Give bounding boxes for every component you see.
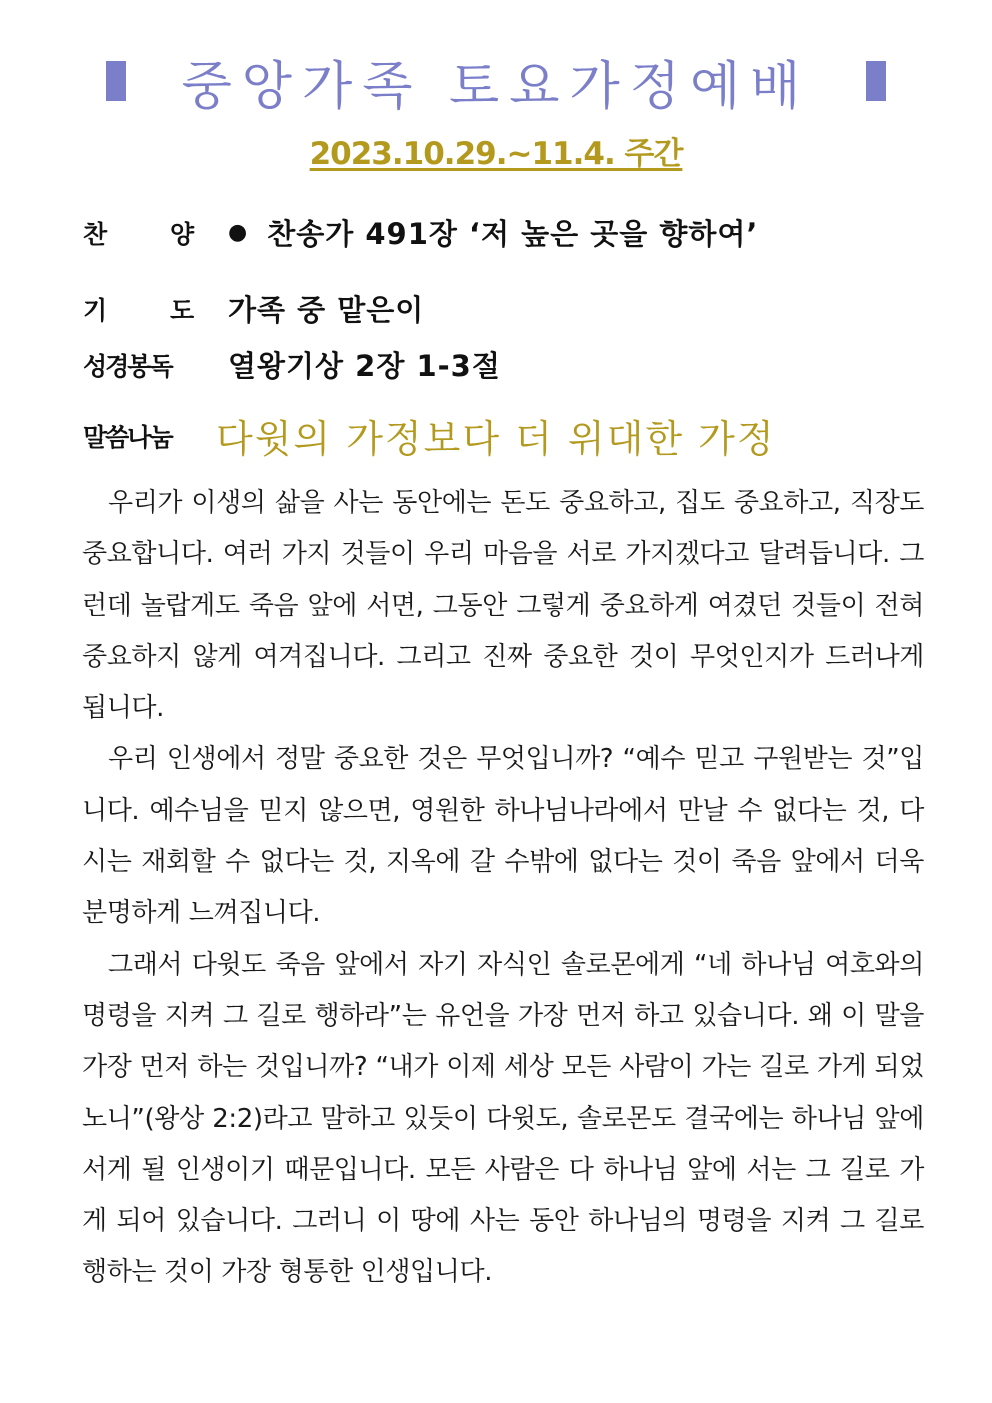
prayer-label-char-1: 기 [83,295,108,325]
body-paragraph-3: 그래서 다윗도 죽음 앞에서 자기 자식인 솔로몬에게 “네 하나님 여호와의 명령을 지켜 그 길로 행하라”는 유언을 가장 먼저 하고 있습니다. 왜 이 말을 가장 먼저 하는 것입니까? “내가 이제 세상 모든 사람이 가는 길로 가게 되었노니”(왕상 2:2)라고 말하고 있듯이 다윗도, 솔로몬도 결국에는 하나님 앞에 서게 될 인생이기 때문입니다. 모든 사람은 다 하나님 앞에 서는 그 길로 가게 되어 있습니다. 그러니 이 땅에 사는 동안 하나님의 명령을 지켜 그 길로 행하는 것이 가장 형통한 인생입니다. [82,949,924,1288]
hymn-value: 찬송가 491장 ‘저 높은 곳을 향하여’ [267,217,759,251]
hymn-row [83,212,758,253]
title-left-block [106,61,126,101]
body-paragraph-2: 우리 인생에서 정말 중요한 것은 무엇입니까? “예수 믿고 구원받는 것”입니다. 예수님을 믿지 않으면, 영원한 하나님나라에서 만날 수 없다는 것, 다시는 재회할 수 없다는 것, 지옥에 갈 수밖에 없다는 것이 죽음 앞에서 더욱 분명하게 느껴집니다. [82,744,924,929]
page-title: 중앙가족 토요가정예배 [181,56,811,117]
prayer-row [83,288,424,329]
reading-label: 성경봉독 [83,351,172,381]
hymn-label [83,215,228,251]
sermon-title: 다윗의 가정보다 더 위대한 가정 [216,417,776,461]
bullet-icon: ● [228,220,248,245]
reading-value: 열왕기상 2장 1-3절 [228,349,501,383]
week-range: 2023.10.29.~11.4. 주간 [309,136,683,172]
body-paragraph-1: 우리가 이생의 삶을 사는 동안에는 돈도 중요하고, 집도 중요하고, 직장도 중요합니다. 여러 가지 것들이 우리 마음을 서로 가지겠다고 달려듭니다. 그런데 놀랍게도 죽음 앞에 서면, 그동안 그렇게 중요하게 여겼던 것들이 전혀 중요하지 않게 여겨집니다. 그리고 진짜 중요한 것이 무엇인지가 드러나게 됩니다. [82,488,924,724]
title-row [0,46,992,116]
hymn-label-char-2: 양 [170,219,195,249]
hymn-label-char-1: 찬 [83,219,108,249]
sermon-row [83,408,776,463]
prayer-label-char-2: 도 [170,295,195,325]
sermon-body [82,478,924,1299]
reading-row [83,344,501,385]
sermon-label: 말씀나눔 [83,422,172,452]
prayer-value: 가족 중 맡은이 [228,293,425,327]
prayer-label [83,291,228,327]
title-right-block [866,61,886,101]
